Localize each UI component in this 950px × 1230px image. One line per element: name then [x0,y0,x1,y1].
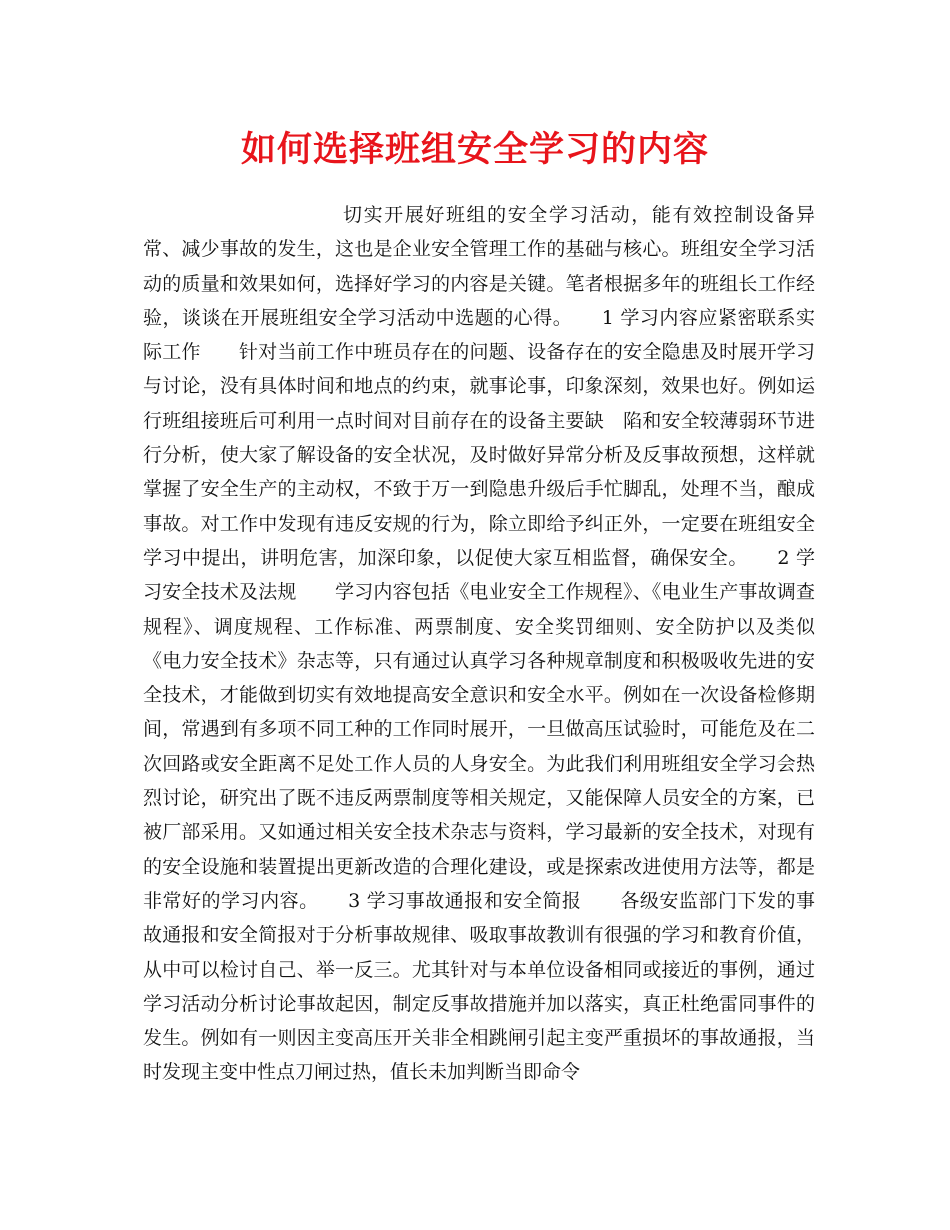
document-body-paragraph: 切实开展好班组的安全学习活动，能有效控制设备异常、减少事故的发生，这也是企业安全管理工作的基础与核心。班组安全学习活动的质量和效果如何，选择好学习的内容是关键。笔者根据多年的班组长工作经验，谈谈在开展班组安全学习活动中选题的心得。 1 学习内容应紧密联系实际工作 针对当前工作中班员存在的问题、设备存在的安全隐患及时展开学习与讨论，没有具体时间和地点的约束，就事论事，印象深刻，效果也好。例如运行班组接班后可利用一点时间对目前存在的设备主要缺 陷和安全较薄弱环节进行分析，使大家了解设备的安全状况，及时做好异常分析及反事故预想，这样就掌握了安全生产的主动权，不致于万一到隐患升级后手忙脚乱，处理不当，酿成事故。对工作中发现有违反安规的行为，除立即给予纠正外，一定要在班组安全学习中提出，讲明危害，加深印象，以促使大家互相监督，确保安全。 2 学习安全技术及法规 学习内容包括《电业安全工作规程》、《电业生产事故调查规程》、调度规程、工作标准、两票制度、安全奖罚细则、安全防护以及类似《电力安全技术》杂志等，只有通过认真学习各种规章制度和积极吸收先进的安全技术，才能做到切实有效地提高安全意识和安全水平。例如在一次设备检修期间，常遇到有多项不同工种的工作同时展开，一旦做高压试验时，可能危及在二次回路或安全距离不足处工作人员的人身安全。为此我们利用班组安全学习会热烈讨论，研究出了既不违反两票制度等相关规定，又能保障人员安全的方案，已被厂部采用。又如通过相关安全技术杂志与资料，学习最新的安全技术，对现有的安全设施和装置提出更新改造的合理化建设，或是探索改进使用方法等，都是非常好的学习内容。 3 学习事故通报和安全简报 各级安监部门下发的事故通报和安全简报对于分析事故规律、吸取事故教训有很强的学习和教育价值，从中可以检讨自己、举一反三。尤其针对与本单位设备相同或接近的事例，通过学习活动分析讨论事故起因，制定反事故措施并加以落实，真正杜绝雷同事件的发生。例如有一则因主变高压开关非全相跳闸引起主变严重损坏的事故通报，当时发现主变中性点刀闸过热，值长未加判断当即命令 [143,204,815,1084]
document-title: 如何选择班组安全学习的内容 [240,129,709,170]
